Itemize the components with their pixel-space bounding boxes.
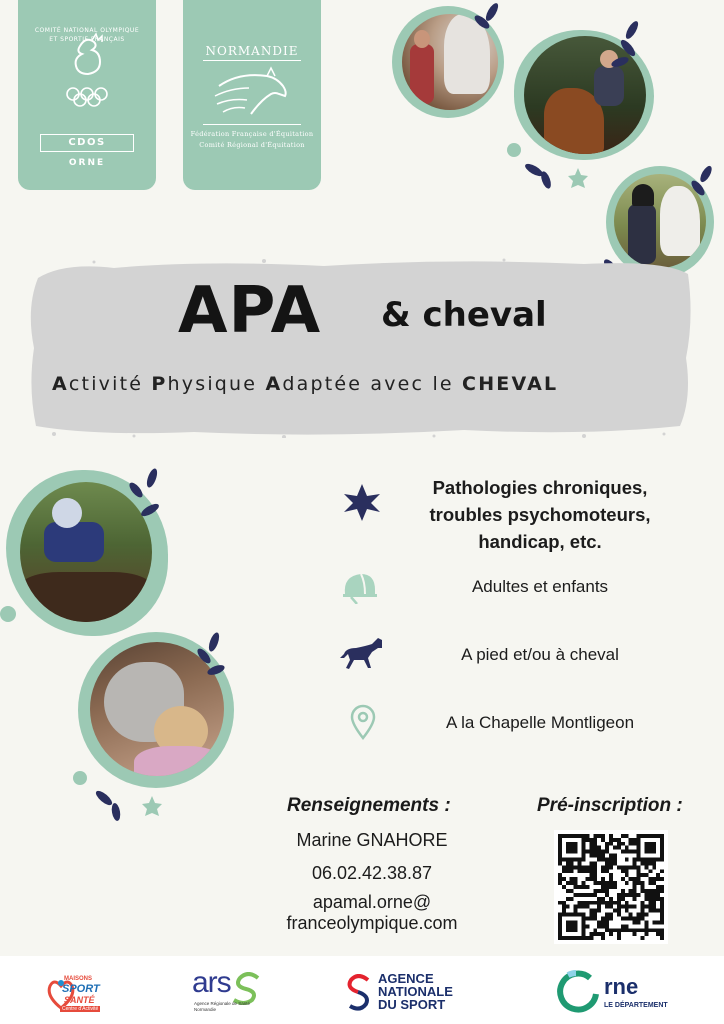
riding-helmet-icon <box>341 570 379 604</box>
orne-o-mark-icon <box>556 970 602 1016</box>
title-suffix: & cheval <box>381 295 547 335</box>
qr-code-icon <box>554 830 668 944</box>
feature-pathologies: Pathologies chroniques, troubles psychomoteurs, handicap, etc. <box>429 477 651 552</box>
orne-departement-logo: rne LE DÉPARTEMENT <box>556 970 676 1016</box>
contact-heading: Renseignements : <box>287 795 451 816</box>
ans-s-mark-icon <box>346 974 372 1012</box>
contact-email[interactable]: apamal.orne@ franceolympique.com <box>286 892 458 933</box>
cdos-label: CDOS <box>40 134 134 152</box>
normandie-equitation-logo <box>183 0 321 190</box>
maisons-sport-sante-logo: MAISONS SPORT SANTÉ Centre d'Activité <box>46 972 116 1016</box>
normandie-line2: Comité Régional d'Équitation <box>199 141 305 149</box>
feature-mode: A pied et/ou à cheval <box>461 645 619 664</box>
decorative-leaves-icon <box>0 460 240 830</box>
main-title: APA <box>178 274 322 348</box>
cdos-orne-label: ORNE <box>68 158 106 168</box>
title-banner <box>24 258 694 438</box>
contact-name: Marine GNAHORE <box>296 830 448 850</box>
registration-heading: Pré-inscription : <box>537 795 683 816</box>
decorative-leaves-icon <box>470 0 720 200</box>
normandie-title: NORMANDIE <box>205 44 299 58</box>
banner-subtitle: Activité Physique Adaptée avec le CHEVAL <box>52 373 559 395</box>
partners-footer <box>0 956 724 1024</box>
registration-qr-code[interactable] <box>554 830 668 944</box>
agence-nationale-du-sport-logo: AGENCE NATIONALE DU SPORT <box>346 970 486 1016</box>
cdos-orne-logo <box>18 0 156 190</box>
feature-audience: Adultes et enfants <box>471 577 609 596</box>
ars-normandie-logo: ars Agence Régionale de Santé Normandie <box>192 968 272 1016</box>
location-pin-icon <box>350 704 376 740</box>
star-icon <box>342 482 382 522</box>
normandie-line1: Fédération Française d'Équitation <box>190 130 314 138</box>
contact-phone[interactable]: 06.02.42.38.87 <box>311 863 433 883</box>
feature-location: A la Chapelle Montligeon <box>445 713 635 732</box>
horse-icon <box>338 636 386 672</box>
cnosf-ring-text: COMITÉ NATIONAL OLYMPIQUE ET SPORTIF FRANÇAIS <box>34 27 140 43</box>
horse-head-logo-icon <box>213 66 293 122</box>
